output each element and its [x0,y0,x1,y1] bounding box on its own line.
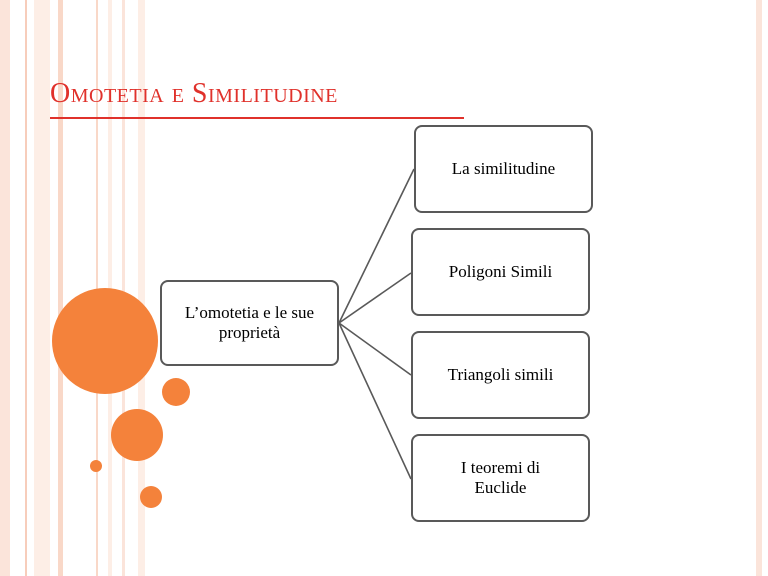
child-node-1 [414,125,593,213]
child-node-3 [411,331,590,419]
connector-to-child-1 [339,169,414,323]
connector-to-child-2 [339,273,411,323]
root-node [160,280,339,366]
child-node-2 [411,228,590,316]
child-node-1-label: La similitudine [451,159,556,178]
connector-to-child-3 [339,323,411,375]
root-node-label: L’omotetia e le sue proprietà [184,303,315,342]
child-node-4 [411,434,590,522]
child-node-4-label: I teoremi di Euclide [460,458,541,497]
slide-title: Omotetia e Similitudine [50,78,338,109]
child-node-2-label: Poligoni Simili [448,262,553,281]
connector-to-child-4 [339,323,411,479]
child-node-3-label: Triangoli simili [447,365,554,384]
